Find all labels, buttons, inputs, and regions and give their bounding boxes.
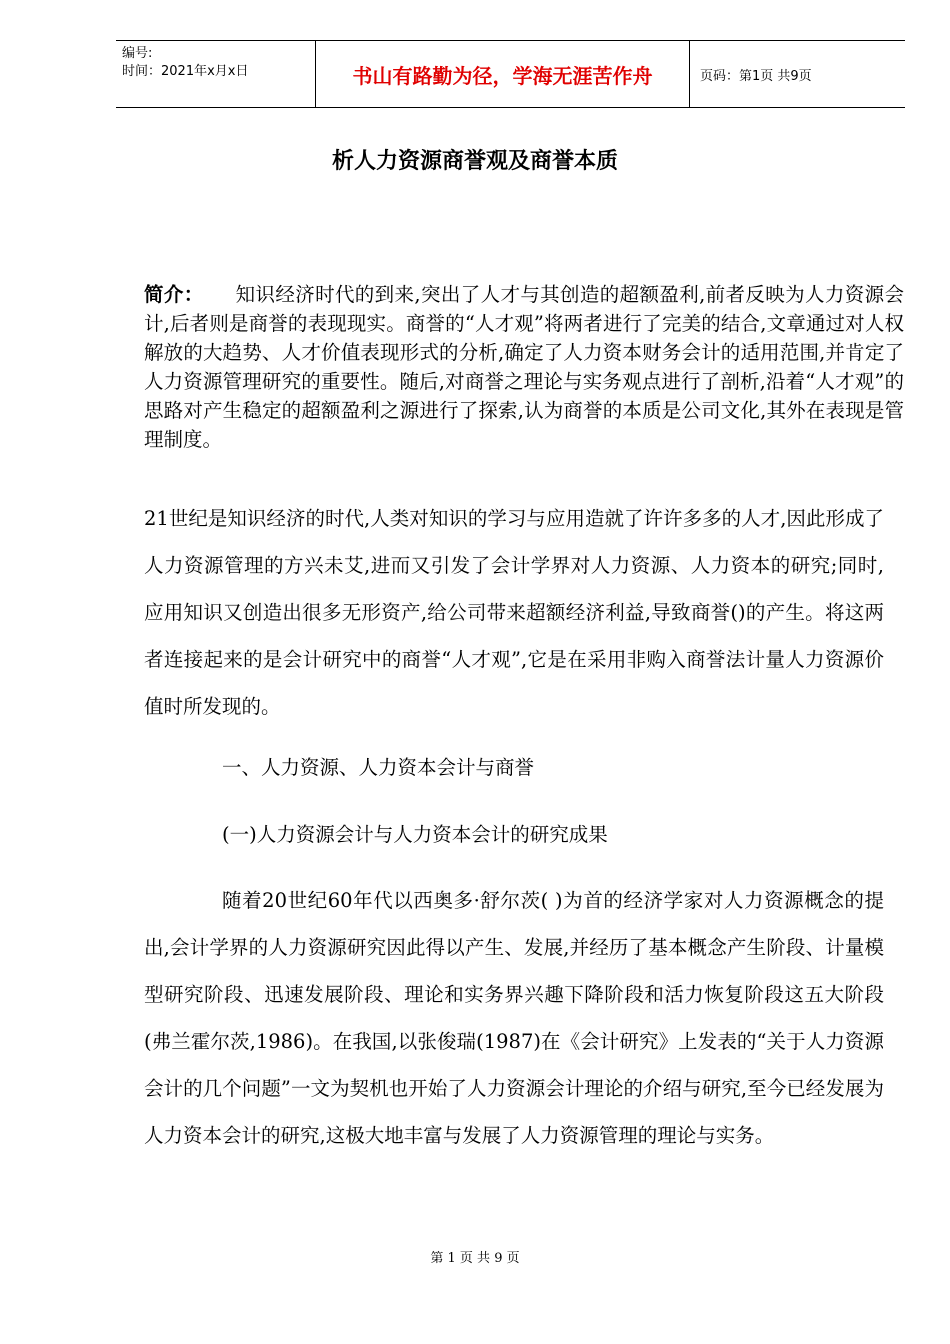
subsection-heading: (一)人力资源会计与人力资本会计的研究成果 — [222, 823, 608, 846]
intro-paragraph: 21世纪是知识经济的时代,人类对知识的学习与应用造就了许许多多的人才,因此形成了人力资源管理的方兴未艾,进而又引发了会计学界对人力资源、人力资本的研究;同时,应用知识又创造出很多无形资产,给公司带来超额经济利益,导致商誉()的产生。将这两者连接起来的是会计研究中的商誉“人才观”,它是在采用非购入商誉法计量人力资源价值时所发现的。 — [144, 507, 884, 718]
body-paragraph: 随着20世纪60年代以西奥多·舒尔茨( )为首的经济学家对人力资源概念的提出,会计学界的人力资源研究因此得以产生、发展,并经历了基本概念产生阶段、计量模型研究阶段、迅速发展阶段、理论和实务界兴趣下降阶段和活力恢复阶段这五大阶段(弗兰霍尔茨,1986)。在我国,以张俊瑞(1987)在《会计研究》上发表的“关于人力资源会计的几个问题”一文为契机也开始了人力资源会计理论的介绍与研究,至今已经发展为人力资本会计的研究,这极大地丰富与发展了人力资源管理的理论与实务。 — [144, 889, 884, 1147]
header-meta — [116, 41, 316, 107]
document-title: 析人力资源商誉观及商誉本质 — [331, 149, 618, 174]
page-header — [116, 40, 905, 108]
time-label: 时间：2021年x月x日 — [122, 64, 249, 79]
abstract-text: 知识经济时代的到来,突出了人才与其创造的超额盈利,前者反映为人力资源会计,后者则是商誉的表现现实。商誉的“人才观”将两者进行了完美的结合,文章通过对人权解放的大趋势、人才价值表现形式的分析,确定了人力资本财务会计的适用范围,并肯定了人力资源管理研究的重要性。随后,对商誉之理论与实务观点进行了剖析,沿着“人才观”的思路对产生稳定的超额盈利之源进行了探索,认为商誉的本质是公司文化,其外在表现是管理制度。 — [144, 283, 904, 451]
serial-label: 编号: — [122, 46, 153, 61]
header-page-info: 页码：第1页 共9页 — [700, 68, 812, 84]
header-motto: 书山有路勤为径，学海无涯苦作舟 — [316, 41, 690, 107]
page-footer: 第 1 页 共 9 页 — [430, 1251, 520, 1266]
abstract-label: 简介： — [144, 283, 204, 306]
abstract — [144, 280, 904, 454]
section-heading: 一、人力资源、人力资本会计与商誉 — [222, 756, 535, 779]
